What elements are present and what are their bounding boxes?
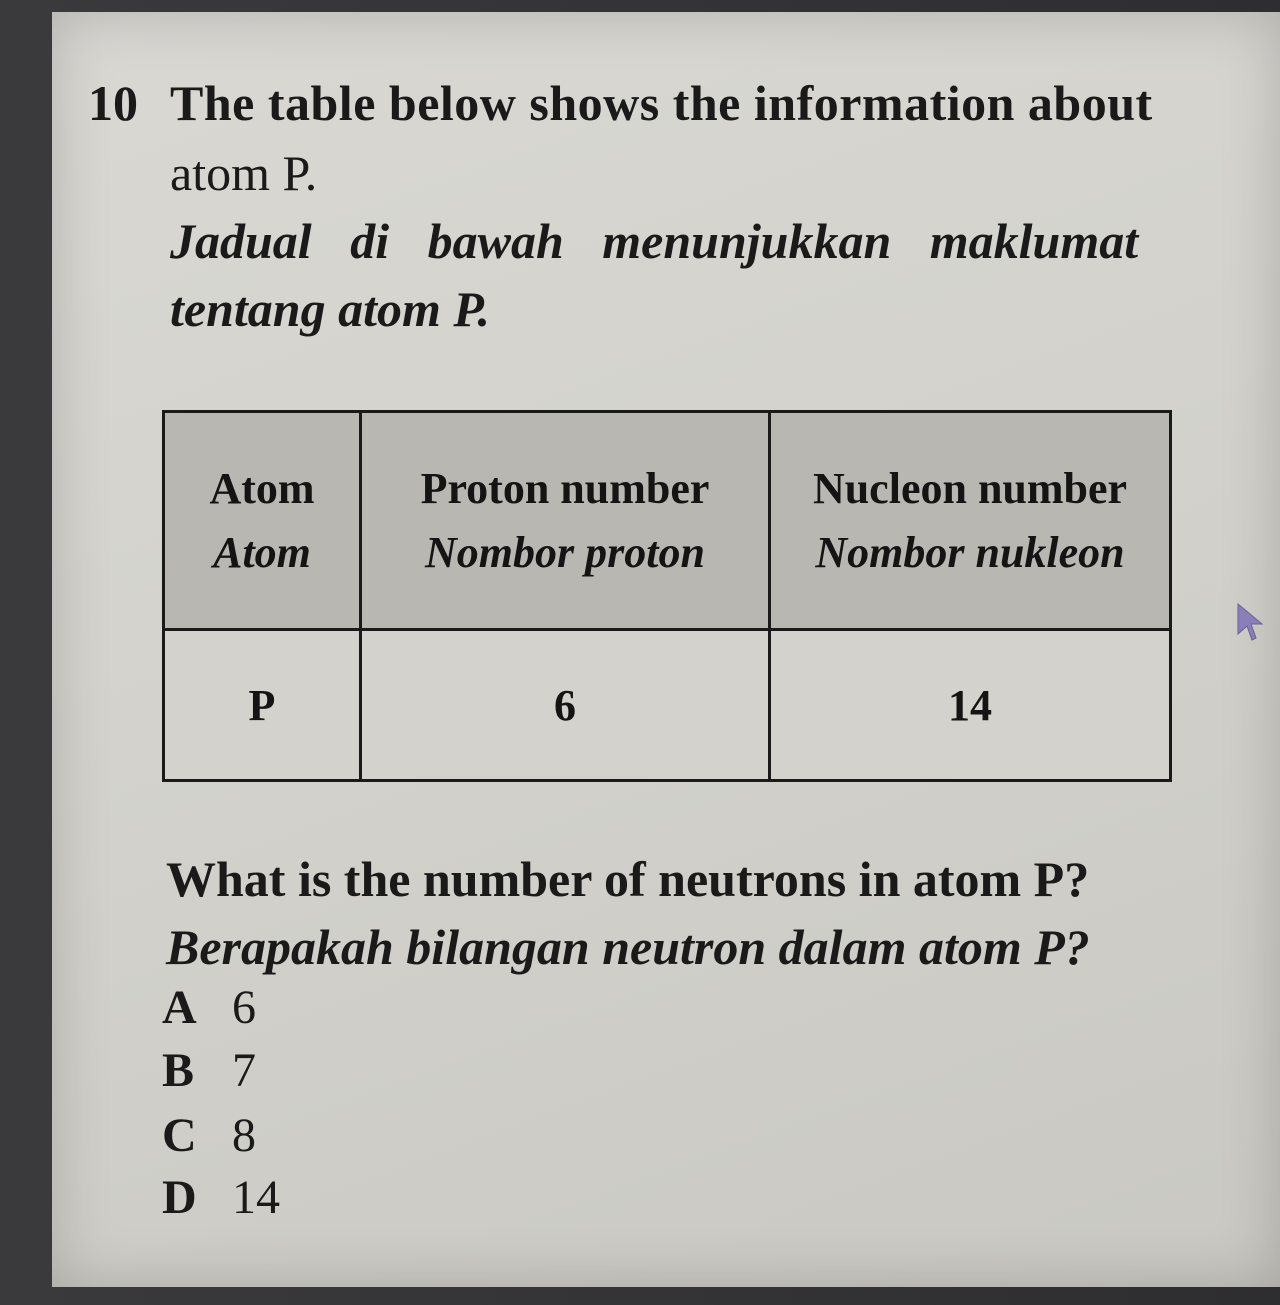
option-d-value: 14 <box>232 1171 280 1224</box>
cell-atom: P <box>164 630 361 781</box>
option-c[interactable] <box>162 1108 256 1163</box>
cell-proton-number: 6 <box>361 630 770 781</box>
intro-malay-line-1: Jadual di bawah menunjukkan maklumat <box>170 213 1139 269</box>
cell-nucleon-number: 14 <box>770 630 1171 781</box>
header-nucleon-my: Nombor nukleon <box>815 527 1125 577</box>
prompt-english: What is the number of neutrons in atom P? <box>166 851 1090 907</box>
header-proton-my: Nombor proton <box>425 527 705 577</box>
header-atom-my: Atom <box>213 527 311 577</box>
option-a[interactable] <box>162 980 256 1035</box>
option-b-letter: B <box>162 1044 195 1097</box>
atom-info-table <box>162 410 1172 782</box>
option-a-letter: A <box>162 981 197 1034</box>
header-proton-number <box>361 412 770 630</box>
question-number: 10 <box>88 75 138 131</box>
option-b[interactable] <box>162 1043 256 1098</box>
header-atom <box>164 412 361 630</box>
prompt-malay: Berapakah bilangan neutron dalam atom P? <box>166 919 1090 975</box>
option-d-letter: D <box>162 1171 197 1224</box>
intro-english-line-2: atom P. <box>170 145 318 201</box>
intro-malay-line-2: tentang atom P. <box>170 281 490 337</box>
header-proton-en: Proton number <box>420 463 710 513</box>
option-c-value: 8 <box>232 1109 256 1162</box>
option-c-letter: C <box>162 1109 197 1162</box>
table-header-row <box>164 412 1171 630</box>
intro-english-line-1: The table below shows the information about <box>170 75 1153 131</box>
option-b-value: 7 <box>232 1044 256 1097</box>
option-a-value: 6 <box>232 981 256 1034</box>
table-row <box>164 630 1171 781</box>
option-d[interactable] <box>162 1170 280 1225</box>
header-nucleon-number <box>770 412 1171 630</box>
header-atom-en: Atom <box>209 463 315 513</box>
header-nucleon-en: Nucleon number <box>812 463 1128 513</box>
mouse-pointer-icon <box>1236 602 1266 642</box>
